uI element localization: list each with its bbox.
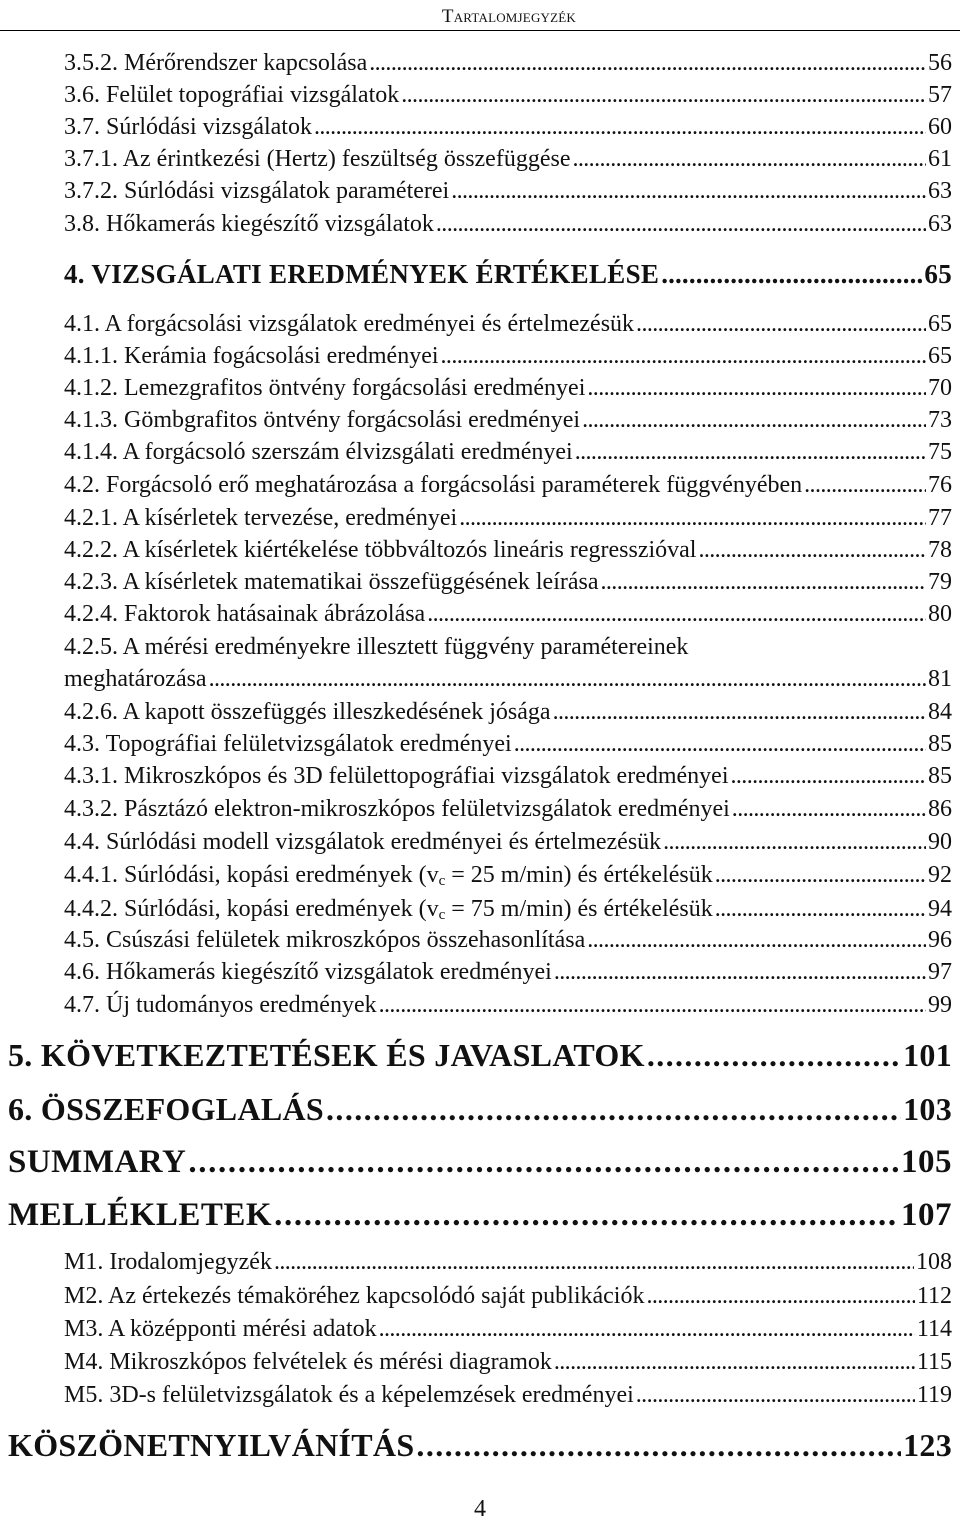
toc-entry-page: 65 <box>928 311 952 337</box>
toc-entry-title: 4.1.3. Gömbgrafitos öntvény forgácsolási eredményei <box>64 407 581 433</box>
toc-entry[interactable] <box>64 1283 952 1310</box>
toc-entry-page: 75 <box>928 439 952 465</box>
toc-chapter-title: 6. ÖSSZEFOGLALÁS <box>8 1091 325 1127</box>
toc-leader-dots <box>698 537 926 564</box>
toc-leader-dots <box>646 1283 914 1310</box>
toc-leader-dots <box>636 311 926 338</box>
toc-entry[interactable] <box>64 82 952 109</box>
toc-entry-title: 3.7. Súrlódási vizsgálatok <box>64 114 312 140</box>
toc-leader-dots <box>587 927 926 954</box>
toc-entry-title: meghatározása <box>64 666 207 692</box>
toc-leader-dots <box>663 829 926 856</box>
toc-leader-dots <box>553 699 926 726</box>
toc-entry[interactable] <box>64 114 952 141</box>
toc-entry[interactable] <box>64 211 952 238</box>
toc-chapter-entry[interactable] <box>8 1197 952 1234</box>
toc-entry-title: 4.6. Hőkamerás kiegészítő vizsgálatok eredményei <box>64 959 552 985</box>
toc-entry[interactable] <box>64 796 952 823</box>
toc-chapter-entry[interactable] <box>8 1091 952 1128</box>
toc-entry-page: 92 <box>928 862 952 888</box>
running-header-title: Tartalomjegyzék <box>441 6 576 27</box>
toc-chapter-title: SUMMARY <box>8 1144 187 1180</box>
toc-entry-page: 63 <box>928 178 952 204</box>
toc-entry-title: 3.8. Hőkamerás kiegészítő vizsgálatok <box>64 211 434 237</box>
toc-entry-title: 4.3.2. Pásztázó elektron-mikroszkópos felületvizsgálatok eredményei <box>64 796 730 822</box>
toc-entry-page: 90 <box>928 829 952 855</box>
toc-entry-continuation[interactable] <box>64 666 952 693</box>
toc-entry-title: M1. Irodalomjegyzék <box>64 1249 272 1275</box>
toc-leader-dots <box>582 407 926 434</box>
toc-leader-dots <box>451 178 926 205</box>
toc-entry[interactable] <box>64 375 952 402</box>
toc-entry[interactable] <box>64 50 952 77</box>
toc-leader-dots <box>441 343 926 370</box>
toc-entry-page: 97 <box>928 959 952 985</box>
toc-leader-dots <box>427 601 926 628</box>
toc-entry-page: 103 <box>903 1091 952 1127</box>
toc-entry-title: 4.2.4. Faktorok hatásainak ábrázolása <box>64 601 426 627</box>
toc-entry-title: 4.1.2. Lemezgrafitos öntvény forgácsolási eredményei <box>64 375 586 401</box>
toc-entry-title: 4.3.1. Mikroszkópos és 3D felülettopográfiai vizsgálatok eredményei <box>64 763 729 789</box>
toc-leader-dots <box>731 763 927 790</box>
toc-entry-title: 3.7.2. Súrlódási vizsgálatok paraméterei <box>64 178 450 204</box>
toc-entry[interactable] <box>64 569 952 596</box>
toc-chapter-title: MELLÉKLETEK <box>8 1197 273 1233</box>
toc-entry[interactable] <box>64 959 952 986</box>
toc-entry-page: 99 <box>928 992 952 1018</box>
toc-leader-dots <box>274 1249 914 1276</box>
toc-leader-dots <box>188 1144 899 1181</box>
toc-entry-title: 4.2.5. A mérési eredményekre illesztett függvény paramétereinek <box>64 634 689 660</box>
toc-entry-title: 4.2.1. A kísérletek tervezése, eredményei <box>64 505 458 531</box>
toc-leader-dots <box>587 375 926 402</box>
toc-entry-title: 4.1. A forgácsolási vizsgálatok eredményei és értelmezésük <box>64 311 635 337</box>
toc-entry-page: 73 <box>928 407 952 433</box>
toc-leader-dots <box>601 569 927 596</box>
toc-entry[interactable] <box>64 1349 952 1376</box>
toc-entry-page: 112 <box>916 1283 952 1309</box>
toc-leader-dots <box>554 1349 915 1376</box>
toc-entry[interactable] <box>64 896 952 924</box>
toc-entry-page: 108 <box>916 1249 952 1275</box>
toc-leader-dots <box>459 505 926 532</box>
toc-entry-page: 107 <box>901 1197 952 1233</box>
toc-leader-dots <box>732 796 926 823</box>
toc-leader-dots <box>416 1427 901 1464</box>
toc-entry-multiline[interactable] <box>64 634 952 661</box>
toc-leader-dots <box>401 82 926 109</box>
toc-leader-dots <box>314 114 926 141</box>
toc-entry[interactable] <box>64 537 952 564</box>
page-number: 4 <box>474 1496 486 1522</box>
toc-entry-title: 4.3. Topográfiai felületvizsgálatok eredményei <box>64 731 512 757</box>
toc-leader-dots <box>715 896 926 923</box>
toc-entry[interactable] <box>64 862 952 890</box>
toc-entry-page: 61 <box>928 146 952 172</box>
toc-entry-page: 96 <box>928 927 952 953</box>
toc-leader-dots <box>369 50 926 77</box>
toc-entry-title: 4.1.4. A forgácsoló szerszám élvizsgálati eredményei <box>64 439 573 465</box>
toc-entry-title: 4.2.3. A kísérletek matematikai összefüggésének leírása <box>64 569 599 595</box>
toc-entry[interactable] <box>64 927 952 954</box>
toc-entry-title: 4.2.2. A kísérletek kiértékelése többváltozós lineáris regresszióval <box>64 537 697 563</box>
toc-leader-dots <box>209 666 926 693</box>
toc-leader-dots <box>575 439 926 466</box>
toc-entry[interactable] <box>64 311 952 338</box>
toc-entry-page: 119 <box>916 1382 952 1408</box>
toc-entry-page: 114 <box>916 1316 952 1342</box>
toc-leader-dots <box>326 1091 901 1128</box>
toc-entry-page: 80 <box>928 601 952 627</box>
toc-entry-title: M4. Mikroszkópos felvételek és mérési diagramok <box>64 1349 552 1375</box>
toc-entry-page: 65 <box>928 343 952 369</box>
toc-leader-dots <box>514 731 926 758</box>
toc-entry-page: 60 <box>928 114 952 140</box>
toc-chapter-title: 4. VIZSGÁLATI EREDMÉNYEK ÉRTÉKELÉSE <box>64 259 660 289</box>
toc-leader-dots <box>554 959 926 986</box>
toc-entry-page: 65 <box>924 259 952 289</box>
toc-entry-page: 123 <box>903 1427 952 1463</box>
toc-entry-title: 4.7. Új tudományos eredmények <box>64 992 377 1018</box>
toc-entry[interactable] <box>64 1382 952 1409</box>
toc-chapter-entry[interactable] <box>8 1037 952 1074</box>
toc-entry-title: M2. Az értekezés témaköréhez kapcsolódó saját publikációk <box>64 1283 645 1309</box>
toc-entry-title: 4.4.1. Súrlódási, kopási eredmények ($v_c = 25$ m/min) és értékelésük <box>64 862 713 889</box>
toc-entry-page: 84 <box>928 699 952 725</box>
toc-entry-page: 85 <box>928 763 952 789</box>
toc-entry-page: 70 <box>928 375 952 401</box>
toc-entry[interactable] <box>64 1316 952 1343</box>
toc-leader-dots <box>379 1316 915 1343</box>
toc-entry-page: 101 <box>903 1037 952 1073</box>
toc-leader-dots <box>572 146 926 173</box>
toc-leader-dots <box>636 1382 915 1409</box>
toc-entry-page: 86 <box>928 796 952 822</box>
toc-entry[interactable] <box>64 1249 952 1276</box>
toc-entry-page: 78 <box>928 537 952 563</box>
toc-chapter-entry[interactable] <box>8 1427 952 1464</box>
toc-entry[interactable] <box>64 699 952 726</box>
toc-entry-title: M5. 3D-s felületvizsgálatok és a képelemzések eredményei <box>64 1382 634 1408</box>
toc-entry[interactable] <box>64 731 952 758</box>
toc-leader-dots <box>715 862 926 889</box>
toc-entry-title: 4.4.2. Súrlódási, kopási eredmények ($v_c = 75$ m/min) és értékelésük <box>64 896 713 923</box>
toc-leader-dots <box>379 992 926 1019</box>
toc-entry-title: 4.2.6. A kapott összefüggés illeszkedésének jósága <box>64 699 551 725</box>
toc-entry[interactable] <box>64 505 952 532</box>
toc-entry-title: 3.7.1. Az érintkezési (Hertz) feszültség összefüggése <box>64 146 571 172</box>
toc-entry-page: 63 <box>928 211 952 237</box>
toc-entry[interactable] <box>64 439 952 466</box>
toc-leader-dots <box>647 1037 901 1074</box>
toc-entry[interactable] <box>64 763 952 790</box>
toc-entry-page: 94 <box>928 896 952 922</box>
toc-entry-page: 79 <box>928 569 952 595</box>
toc-entry-title: M3. A középponti mérési adatok <box>64 1316 377 1342</box>
toc-entry-title: 4.4. Súrlódási modell vizsgálatok eredményei és értelmezésük <box>64 829 662 855</box>
toc-entry[interactable] <box>64 992 952 1019</box>
toc-entry-page: 77 <box>928 505 952 531</box>
toc-entry[interactable] <box>64 146 952 173</box>
toc-leader-dots <box>661 259 922 290</box>
toc-entry-page: 105 <box>901 1144 952 1180</box>
toc-entry-title: 3.6. Felület topográfiai vizsgálatok <box>64 82 400 108</box>
toc-leader-dots <box>436 211 926 238</box>
toc-entry[interactable] <box>64 407 952 434</box>
toc-entry-title: 4.1.1. Kerámia fogácsolási eredményei <box>64 343 439 369</box>
toc-entry-title: 4.5. Csúszási felületek mikroszkópos összehasonlítása <box>64 927 586 953</box>
toc-entry[interactable] <box>64 178 952 205</box>
toc-leader-dots <box>804 472 926 499</box>
toc-entry[interactable] <box>64 601 952 628</box>
toc-chapter-title: KÖSZÖNETNYILVÁNÍTÁS <box>8 1427 415 1463</box>
toc-entry[interactable] <box>64 829 952 856</box>
toc-entry[interactable] <box>64 343 952 370</box>
toc-entry-page: 56 <box>928 50 952 76</box>
toc-entry-title: 4.2. Forgácsoló erő meghatározása a forgácsolási paraméterek függvényében <box>64 472 803 498</box>
toc-chapter-entry[interactable] <box>8 1144 952 1181</box>
toc-chapter-entry[interactable] <box>64 259 952 290</box>
toc-entry-page: 76 <box>928 472 952 498</box>
toc-entry-page: 85 <box>928 731 952 757</box>
toc-entry-page: 81 <box>928 666 952 692</box>
toc-entry-page: 57 <box>928 82 952 108</box>
toc-entry-title: 3.5.2. Mérőrendszer kapcsolása <box>64 50 368 76</box>
toc-chapter-title: 5. KÖVETKEZTETÉSEK ÉS JAVASLATOK <box>8 1037 645 1073</box>
toc-entry[interactable] <box>64 472 952 499</box>
toc-entry-page: 115 <box>916 1349 952 1375</box>
toc-leader-dots <box>274 1197 899 1234</box>
